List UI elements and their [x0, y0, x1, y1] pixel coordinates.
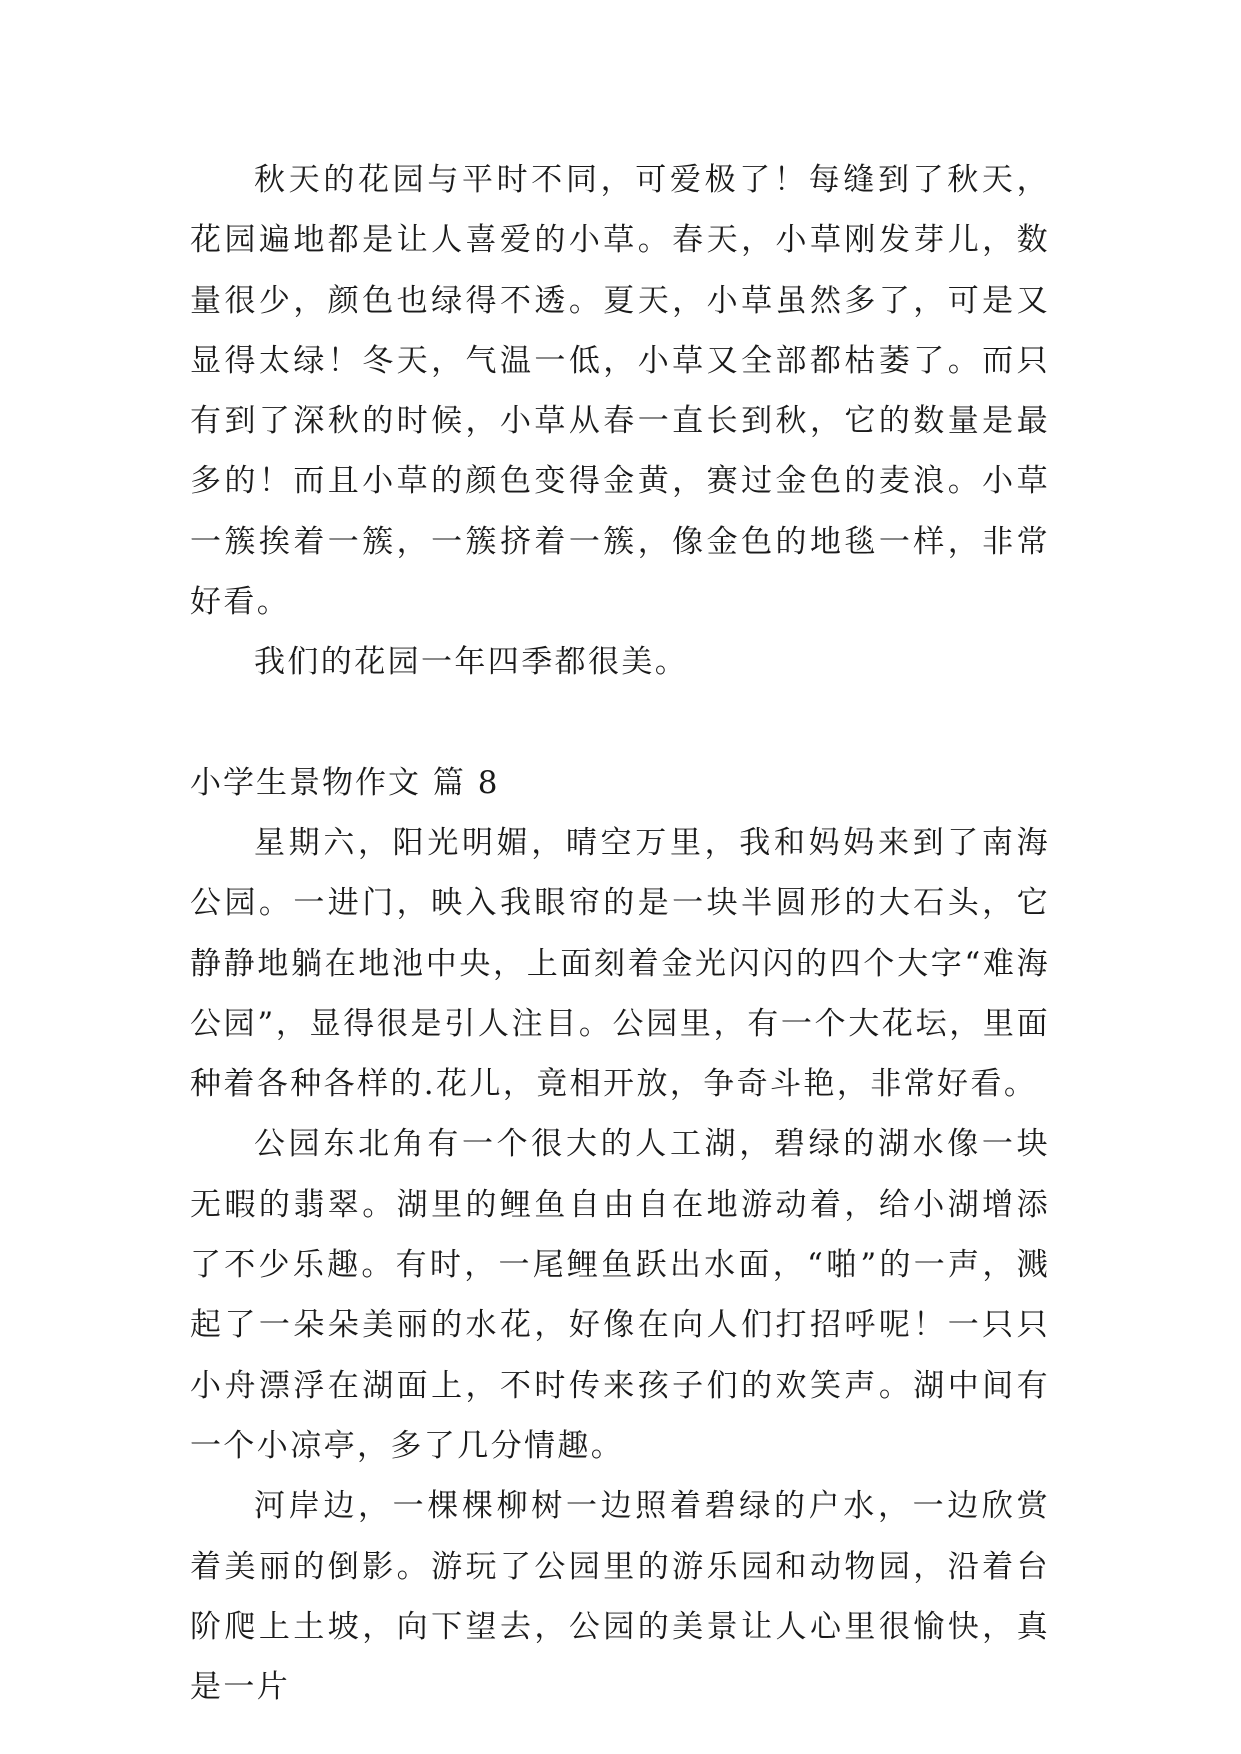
- document-body: [190, 150, 1050, 1717]
- paragraph-park-entrance: 星期六，阳光明媚，晴空万里，我和妈妈来到了南海公园。一进门，映入我眼帘的是一块半圆形的大石头，它静静地躺在地池中央，上面刻着金光闪闪的四个大字“难海公园”，显得很是引人注目。公园里，有一个大花坛，里面种着各种各样的.花儿，竟相开放，争奇斗艳，非常好看。: [190, 824, 1050, 1103]
- section-heading: 小学生景物作文 篇 8: [190, 764, 500, 801]
- paragraph-riverbank: 河岸边，一棵棵柳树一边照着碧绿的户水，一边欣赏着美丽的倒影。游玩了公园里的游乐园和动物园，沿着台阶爬上土坡，向下望去，公园的美景让人心里很愉快，真是一片: [190, 1488, 1050, 1706]
- paragraph-autumn-garden: 秋天的花园与平时不同，可爱极了！每缝到了秋天，花园遍地都是让人喜爱的小草。春天，小草刚发芽儿，数量很少，颜色也绿得不透。夏天，小草虽然多了，可是又显得太绿！冬天，气温一低，小草又全部都枯萎了。而只有到了深秋的时候，小草从春一直长到秋，它的数量是最多的！而且小草的颜色变得金黄，赛过金色的麦浪。小草一簇挨着一簇，一簇挤着一簇，像金色的地毯一样，非常好看。: [190, 162, 1050, 621]
- paragraph-park-lake: 公园东北角有一个很大的人工湖，碧绿的湖水像一块无暇的翡翠。湖里的鲤鱼自由自在地游动着，给小湖增添了不少乐趣。有时，一尾鲤鱼跃出水面，“啪”的一声，溅起了一朵朵美丽的水花，好像在向人们打招呼呢！一只只小舟漂浮在湖面上，不时传来孩子们的欢笑声。湖中间有一个小凉亭，多了几分情趣。: [190, 1126, 1050, 1464]
- paragraph-garden-conclusion: 我们的花园一年四季都很美。: [254, 644, 689, 681]
